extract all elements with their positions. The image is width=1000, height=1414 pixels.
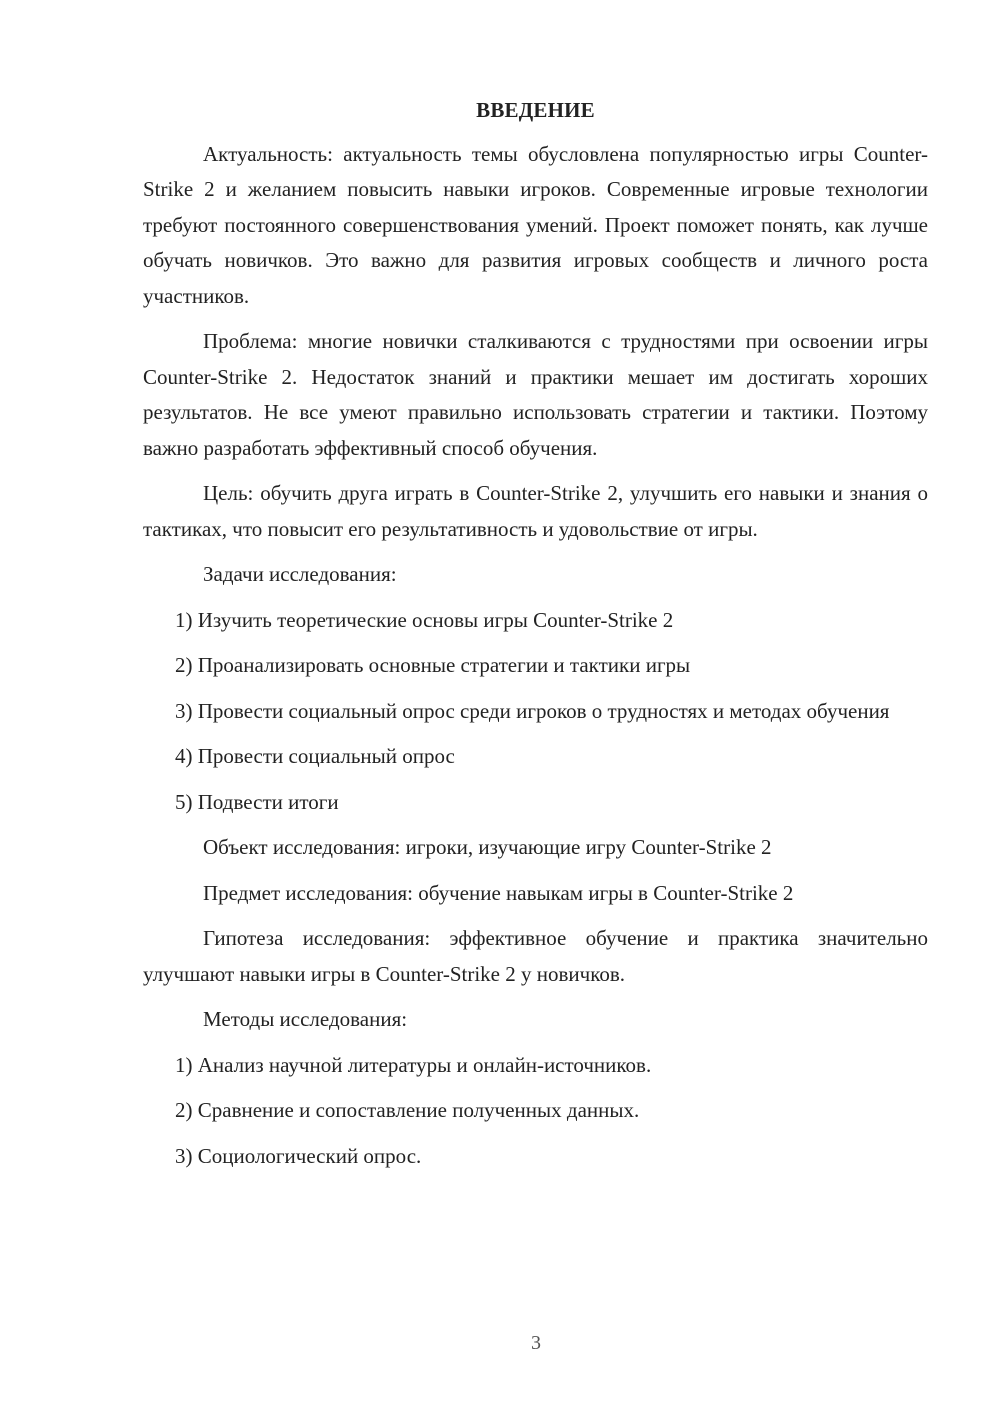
hypothesis-paragraph: Гипотеза исследования: эффективное обучение и практика значительно улучшают навыки игры в Counter-Strike 2 у новичков. xyxy=(143,926,928,986)
object-paragraph: Объект исследования: игроки, изучающие игру Counter-Strike 2 xyxy=(203,835,772,859)
method-item: 2) Сравнение и сопоставление полученных данных. xyxy=(175,1098,640,1122)
task-item: 3) Провести социальный опрос среди игроков о трудностях и методах обучения xyxy=(175,698,890,723)
section-title: ВВЕДЕНИЕ xyxy=(476,98,595,122)
method-item: 3) Социологический опрос. xyxy=(175,1143,422,1168)
tasks-heading: Задачи исследования: xyxy=(203,562,397,586)
tasks-list xyxy=(143,603,928,821)
task-item: 1) Изучить теоретические основы игры Counter-Strike 2 xyxy=(175,607,674,632)
methods-heading: Методы исследования: xyxy=(203,1007,408,1031)
document-page xyxy=(143,93,928,1184)
task-item: 5) Подвести итоги xyxy=(175,789,339,814)
relevance-paragraph: Актуальность: актуальность темы обусловлена популярностью игры Counter-Strike 2 и желанием повысить навыки игроков. Современные игровые технологии требуют постоянного совершенствования умений. Проект поможет понять, как лучше обучать новичков. Это важно для развития игровых сообществ и личного роста участников. xyxy=(143,141,928,308)
subject-paragraph: Предмет исследования: обучение навыкам игры в Counter-Strike 2 xyxy=(203,880,794,905)
page-number: 3 xyxy=(531,1332,541,1354)
task-item: 2) Проанализировать основные стратегии и тактики игры xyxy=(175,653,691,677)
task-item: 4) Провести социальный опрос xyxy=(175,744,455,768)
problem-paragraph: Проблема: многие новички сталкиваются с трудностями при освоении игры Counter-Strike 2. Недостаток знаний и практики мешает им достигать хороших результатов. Не все умеют правильно использовать стратегии и тактики. Поэтому важно разработать эффективный способ обучения. xyxy=(143,329,928,460)
methods-list xyxy=(143,1048,928,1175)
goal-paragraph: Цель: обучить друга играть в Counter-Strike 2, улучшить его навыки и знания о тактиках, что повысит его результативность и удовольствие от игры. xyxy=(143,481,928,541)
method-item: 1) Анализ научной литературы и онлайн-источников. xyxy=(175,1052,652,1077)
